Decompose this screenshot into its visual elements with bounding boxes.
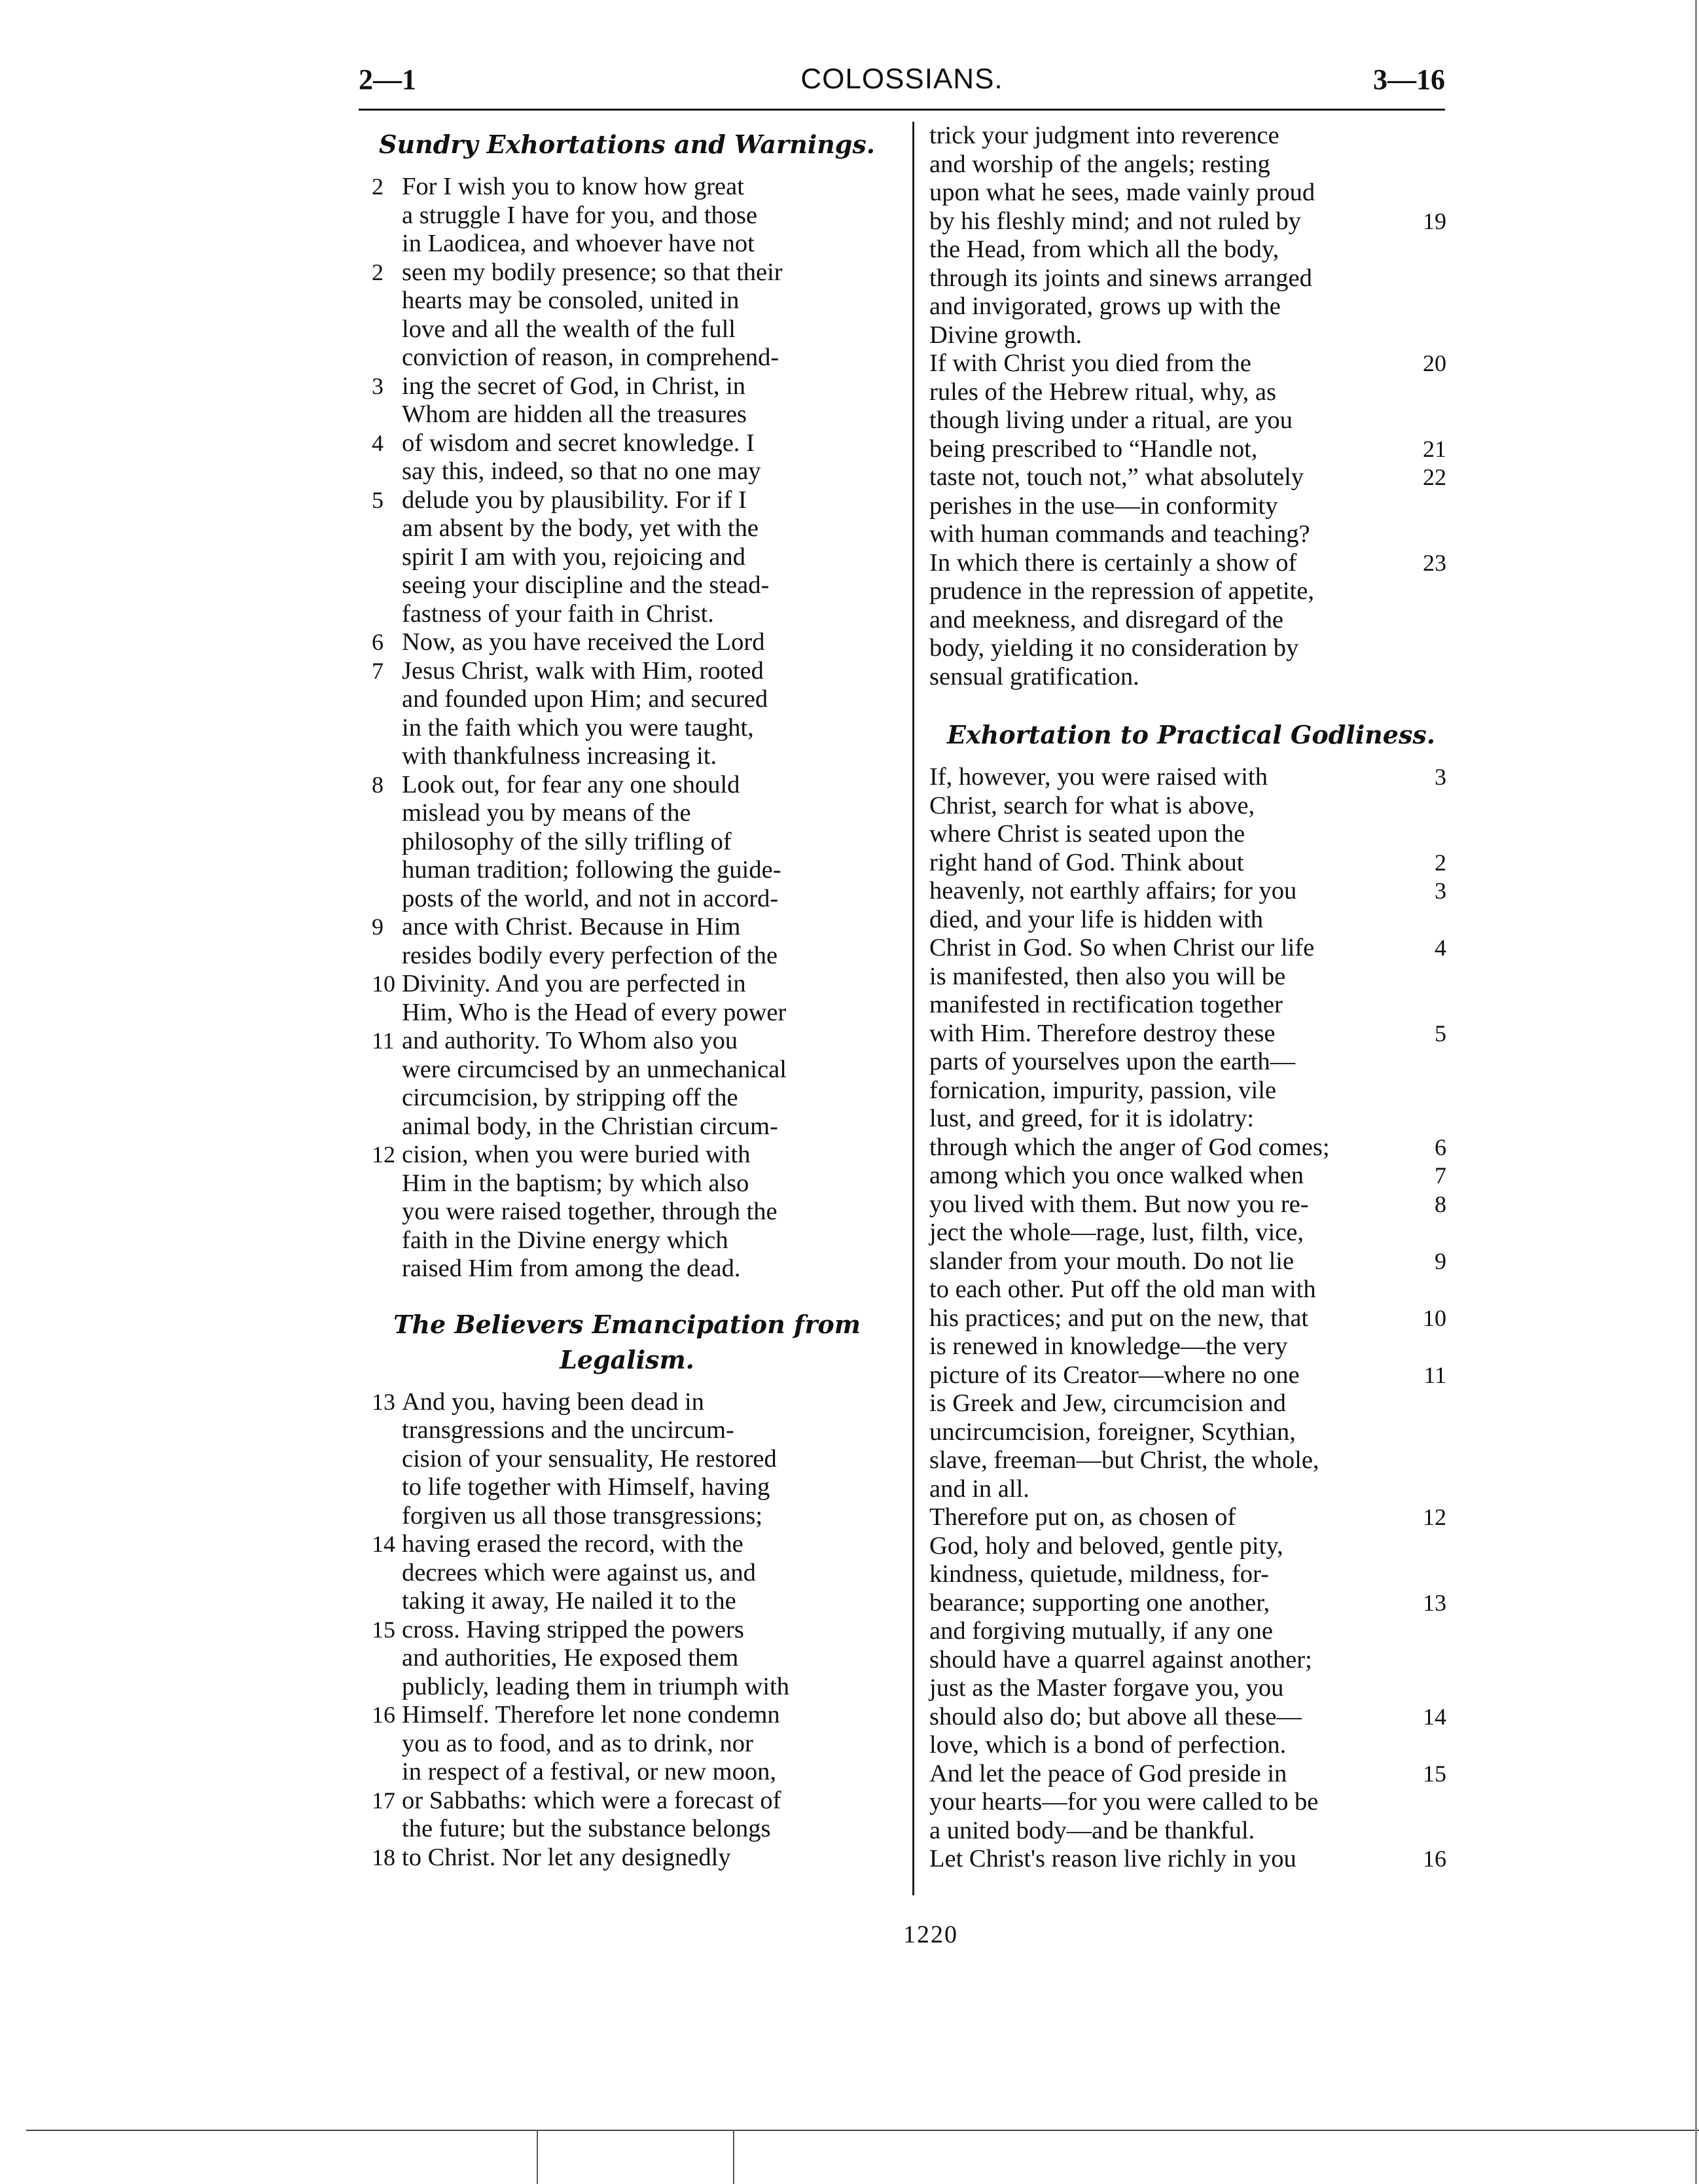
line-text: publicly, leading them in triumph with: [402, 1672, 790, 1700]
text-line: [359, 401, 895, 429]
text-line: [929, 236, 1453, 264]
text-line: [359, 457, 895, 486]
line-text: and invigorated, grows up with the: [929, 293, 1281, 320]
line-text: philosophy of the silly trifling of: [402, 827, 732, 855]
line-text: where Christ is seated upon the: [929, 820, 1245, 848]
verse-number: 2: [372, 173, 384, 200]
text-line: [929, 435, 1453, 464]
text-line: [929, 122, 1453, 151]
text-line: [929, 792, 1453, 821]
text-line: [929, 1333, 1453, 1361]
text-line: [359, 856, 895, 885]
text-line: [359, 913, 895, 942]
text-line: [929, 520, 1453, 549]
verse-number: 9: [372, 914, 384, 940]
verse-number: 6: [372, 629, 384, 655]
line-text: and forgiving mutually, if any one: [929, 1617, 1273, 1645]
text-line: [929, 1475, 1453, 1504]
text-line: [359, 657, 895, 686]
verse-number: 13: [1423, 1589, 1446, 1616]
text-line: [359, 1056, 895, 1084]
text-line: [929, 1190, 1453, 1219]
line-text: cision, when you were buried with: [402, 1141, 751, 1168]
verse-number: 12: [372, 1141, 395, 1168]
line-text: a united body—and be thankful.: [929, 1816, 1255, 1844]
line-text: love and all the wealth of the full: [402, 315, 736, 343]
line-text: And you, having been dead in: [402, 1387, 704, 1416]
text-line: [929, 549, 1453, 578]
line-text: to life together with Himself, having: [402, 1473, 770, 1501]
line-text: by his fleshly mind; and not ruled by: [929, 207, 1301, 235]
text-line: [359, 315, 895, 344]
line-text: and authority. To Whom also you: [402, 1027, 738, 1054]
text-line: [929, 1589, 1453, 1618]
line-text: ing the secret of God, in Christ, in: [402, 372, 746, 400]
verse-number: 18: [372, 1844, 395, 1871]
line-text: should also do; but above all these—: [929, 1702, 1302, 1730]
text-line: [929, 293, 1453, 321]
text-line: [929, 991, 1453, 1020]
text-line: [359, 1388, 895, 1417]
line-text: to each other. Put off the old man with: [929, 1276, 1316, 1303]
line-text: transgressions and the uncircum-: [402, 1416, 734, 1444]
text-line: [359, 628, 895, 657]
page-header: [359, 63, 1445, 102]
line-text: is renewed in knowledge—the very: [929, 1333, 1288, 1360]
verse-number: 4: [372, 429, 384, 456]
verse-number: 7: [1435, 1162, 1446, 1189]
line-text: through which the anger of God comes;: [929, 1133, 1330, 1161]
line-text: cision of your sensuality, He restored: [402, 1444, 777, 1473]
verse-number: 11: [1423, 1361, 1446, 1388]
line-text: of wisdom and secret knowledge. I: [402, 429, 755, 457]
section-heading: Sundry Exhortations and Warnings.: [379, 130, 875, 159]
page-number: 1220: [903, 1921, 958, 1948]
line-text: human tradition; following the guide-: [402, 856, 781, 884]
text-line: [359, 828, 895, 857]
text-line: [359, 259, 895, 287]
line-text: For I wish you to know how great: [402, 173, 744, 200]
line-text: being prescribed to “Handle not,: [929, 435, 1258, 463]
text-line: [929, 1731, 1453, 1760]
line-text: taking it away, He nailed it to the: [402, 1587, 736, 1615]
text-line: [359, 1530, 895, 1559]
text-line: [359, 1787, 895, 1816]
line-text: Look out, for fear any one should: [402, 770, 740, 798]
line-text: though living under a ritual, are you: [929, 406, 1293, 434]
line-text: or Sabbaths: which were a forecast of: [402, 1786, 781, 1814]
line-text: through its joints and sinews arranged: [929, 264, 1312, 292]
text-line: [359, 1198, 895, 1226]
verse-number: 16: [1423, 1846, 1446, 1872]
scan-edge-mark: [537, 2130, 538, 2184]
verse-number: 3: [1435, 878, 1446, 904]
verse-number: 22: [1423, 464, 1446, 490]
verse-number: 14: [1423, 1703, 1446, 1730]
text-line: [929, 321, 1453, 350]
line-text: picture of its Creator—where no one: [929, 1361, 1300, 1389]
line-text: you were raised together, through the: [402, 1198, 778, 1225]
line-text: Him, Who is the Head of every power: [402, 998, 787, 1026]
text-line: [359, 571, 895, 600]
line-text: And let the peace of God preside in: [929, 1759, 1287, 1787]
text-line: [359, 1616, 895, 1645]
text-line: [929, 1760, 1453, 1789]
text-line: [359, 1673, 895, 1702]
line-text: If with Christ you died from the: [929, 349, 1251, 377]
text-line: [929, 1646, 1453, 1675]
text-line: [929, 1532, 1453, 1561]
line-text: to Christ. Nor let any designedly: [402, 1843, 731, 1871]
text-line: [359, 287, 895, 315]
line-text: ance with Christ. Because in Him: [402, 913, 741, 940]
section-heading: Exhortation to Practical Godliness.: [947, 720, 1435, 749]
line-text: trick your judgment into reverence: [929, 122, 1279, 149]
line-text: mislead you by means of the: [402, 799, 691, 827]
text-line: [359, 1416, 895, 1445]
verse-block: [929, 122, 1453, 691]
text-line: [929, 820, 1453, 849]
text-line: [359, 372, 895, 401]
line-text: your hearts—for you were called to be: [929, 1788, 1319, 1816]
line-text: perishes in the use—in conformity: [929, 492, 1278, 520]
line-text: say this, indeed, so that no one may: [402, 457, 761, 485]
text-line: [359, 1815, 895, 1844]
left-column: [359, 122, 895, 1872]
line-text: God, holy and beloved, gentle pity,: [929, 1531, 1283, 1560]
line-text: the future; but the substance belongs: [402, 1815, 771, 1842]
line-text: Christ, search for what is above,: [929, 791, 1255, 819]
text-line: [359, 1701, 895, 1730]
scan-edge: [1695, 0, 1697, 2184]
text-line: [929, 934, 1453, 963]
line-text: If, however, you were raised with: [929, 763, 1268, 791]
text-line: [929, 1134, 1453, 1162]
text-line: [929, 663, 1453, 692]
line-text: in Laodicea, and whoever have not: [402, 230, 755, 257]
text-line: [359, 344, 895, 372]
text-line: [929, 1020, 1453, 1048]
text-line: [359, 742, 895, 771]
line-text: seeing your discipline and the stead-: [402, 571, 770, 599]
line-text: slave, freeman—but Christ, the whole,: [929, 1446, 1319, 1474]
text-line: [929, 849, 1453, 878]
text-line: [359, 1559, 895, 1588]
line-text: cross. Having stripped the powers: [402, 1615, 744, 1643]
verse-number: 4: [1435, 935, 1446, 961]
verse-number: 14: [372, 1531, 395, 1557]
line-text: you lived with them. But now you re-: [929, 1190, 1309, 1218]
line-text: among which you once walked when: [929, 1162, 1304, 1189]
verse-block: [929, 763, 1453, 1874]
verse-number: 13: [372, 1388, 395, 1415]
line-text: and meekness, and disregard of the: [929, 605, 1283, 634]
text-line: [359, 942, 895, 971]
text-line: [359, 1113, 895, 1141]
text-line: [929, 492, 1453, 521]
text-line: [929, 1503, 1453, 1532]
text-line: [359, 1170, 895, 1198]
text-line: [929, 1418, 1453, 1447]
line-text: posts of the world, and not in accord-: [402, 884, 779, 912]
line-text: Himself. Therefore let none condemn: [402, 1701, 780, 1728]
line-text: ject the whole—rage, lust, filth, vice,: [929, 1219, 1304, 1246]
line-text: kindness, quietude, mildness, for-: [929, 1560, 1269, 1588]
line-text: and founded upon Him; and secured: [402, 685, 768, 713]
text-line: [359, 600, 895, 629]
line-text: fornication, impurity, passion, vile: [929, 1076, 1276, 1104]
text-line: [359, 885, 895, 914]
line-text: Jesus Christ, walk with Him, rooted: [402, 656, 764, 685]
line-text: a struggle I have for you, and those: [402, 201, 758, 229]
text-line: [929, 1162, 1453, 1190]
line-text: his practices; and put on the new, that: [929, 1304, 1309, 1332]
text-line: [929, 207, 1453, 236]
text-line: [359, 1027, 895, 1056]
line-text: rules of the Hebrew ritual, why, as: [929, 378, 1276, 406]
text-line: [929, 1105, 1453, 1134]
text-line: [929, 1247, 1453, 1276]
text-line: [359, 799, 895, 828]
line-text: having erased the record, with the: [402, 1530, 743, 1558]
line-text: spirit I am with you, rejoicing and: [402, 543, 745, 571]
line-text: were circumcised by an unmechanical: [402, 1055, 787, 1083]
text-line: [359, 1844, 895, 1872]
line-text: manifested in rectification together: [929, 991, 1283, 1018]
line-text: with Him. Therefore destroy these: [929, 1019, 1276, 1047]
verse-number: 9: [1435, 1247, 1446, 1274]
text-line: [359, 999, 895, 1028]
line-text: Divinity. And you are perfected in: [402, 970, 746, 997]
column-divider: [912, 122, 914, 1895]
text-line: [359, 1226, 895, 1255]
text-line: [359, 1502, 895, 1531]
line-text: Divine growth.: [929, 321, 1082, 349]
text-line: [929, 1389, 1453, 1418]
text-line: [929, 1845, 1453, 1874]
text-line: [359, 514, 895, 543]
verse-number: 7: [372, 657, 384, 684]
line-text: uncircumcision, foreigner, Scythian,: [929, 1418, 1296, 1446]
line-text: just as the Master forgave you, you: [929, 1674, 1284, 1702]
text-line: [359, 685, 895, 714]
text-line: [929, 634, 1453, 663]
text-line: [929, 606, 1453, 635]
line-text: is manifested, then also you will be: [929, 962, 1286, 990]
line-text: In which there is certainly a show of: [929, 548, 1297, 577]
text-line: [929, 151, 1453, 179]
line-text: bearance; supporting one another,: [929, 1588, 1270, 1617]
text-line: [359, 173, 895, 202]
line-text: Therefore put on, as chosen of: [929, 1503, 1236, 1531]
line-text: circumcision, by stripping off the: [402, 1084, 738, 1111]
verse-number: 17: [372, 1787, 395, 1814]
line-text: you as to food, and as to drink, nor: [402, 1729, 753, 1757]
text-line: [929, 1219, 1453, 1247]
line-text: should have a quarrel against another;: [929, 1645, 1312, 1674]
line-text: the Head, from which all the body,: [929, 236, 1279, 263]
verse-number: 15: [372, 1616, 395, 1643]
text-line: [929, 1304, 1453, 1333]
text-line: [359, 714, 895, 743]
line-text: sensual gratification.: [929, 662, 1139, 690]
text-line: [359, 202, 895, 230]
line-text: Christ in God. So when Christ our life: [929, 934, 1315, 961]
verse-number: 19: [1423, 207, 1446, 234]
verse-number: 2: [372, 259, 384, 285]
verse-number: 3: [1435, 764, 1446, 790]
text-line: [359, 1473, 895, 1502]
text-line: [929, 906, 1453, 935]
line-text: body, yielding it no consideration by: [929, 634, 1299, 662]
line-text: hearts may be consoled, united in: [402, 287, 740, 314]
text-line: [929, 1703, 1453, 1732]
line-text: slander from your mouth. Do not lie: [929, 1247, 1295, 1275]
text-line: [929, 1048, 1453, 1077]
bottom-rule: [26, 2130, 1699, 2131]
text-line: [929, 877, 1453, 906]
line-text: resides bodily every perfection of the: [402, 941, 778, 969]
right-column: [929, 122, 1453, 1874]
verse-number: 8: [1435, 1190, 1446, 1217]
text-line: [359, 1084, 895, 1113]
line-text: delude you by plausibility. For if I: [402, 486, 747, 514]
line-text: right hand of God. Think about: [929, 848, 1244, 876]
line-text: forgiven us all those transgressions;: [402, 1501, 763, 1530]
text-line: [929, 1617, 1453, 1646]
text-line: [359, 486, 895, 515]
verse-number: 23: [1423, 549, 1446, 576]
line-text: Him in the baptism; by which also: [402, 1169, 749, 1197]
line-text: heavenly, not earthly affairs; for you: [929, 877, 1297, 904]
text-line: [359, 1644, 895, 1673]
header-chapter-start: 2—1: [359, 63, 416, 96]
text-line: [929, 349, 1453, 378]
text-line: [359, 970, 895, 999]
line-text: taste not, touch not,” what absolutely: [929, 463, 1304, 491]
line-text: and authorities, He exposed them: [402, 1644, 739, 1672]
text-line: [359, 1445, 895, 1474]
text-line: [929, 406, 1453, 435]
verse-number: 6: [1435, 1134, 1446, 1160]
text-line: [359, 771, 895, 800]
text-line: [359, 1758, 895, 1787]
verse-number: 16: [372, 1702, 395, 1728]
line-text: am absent by the body, yet with the: [402, 514, 759, 542]
text-line: [359, 230, 895, 259]
verse-number: 21: [1423, 435, 1446, 462]
line-text: with thankfulness increasing it.: [402, 742, 717, 770]
line-text: Let Christ's reason live richly in you: [929, 1845, 1297, 1872]
text-line: [929, 1077, 1453, 1105]
text-line: [929, 1361, 1453, 1390]
text-line: [359, 429, 895, 458]
line-text: fastness of your faith in Christ.: [402, 600, 714, 628]
verse-number: 5: [1435, 1020, 1446, 1047]
line-text: died, and your life is hidden with: [929, 905, 1264, 933]
text-line: [929, 1674, 1453, 1703]
verse-number: 15: [1423, 1760, 1446, 1787]
verse-number: 12: [1423, 1504, 1446, 1530]
verse-number: 2: [1435, 849, 1446, 876]
verse-number: 8: [372, 771, 384, 798]
header-title: COLOSSIANS.: [800, 63, 1003, 95]
header-rule: [359, 109, 1445, 111]
line-text: faith in the Divine energy which: [402, 1226, 728, 1254]
line-text: in respect of a festival, or new moon,: [402, 1758, 776, 1785]
line-text: decrees which were against us, and: [402, 1558, 756, 1586]
text-line: [929, 577, 1453, 606]
text-line: [359, 1255, 895, 1283]
line-text: parts of yourselves upon the earth—: [929, 1048, 1296, 1075]
line-text: love, which is a bond of perfection.: [929, 1731, 1287, 1759]
text-line: [929, 463, 1453, 492]
line-text: prudence in the repression of appetite,: [929, 577, 1314, 605]
verse-number: 10: [372, 971, 395, 997]
line-text: with human commands and teaching?: [929, 520, 1310, 548]
text-line: [359, 1730, 895, 1759]
line-text: and in all.: [929, 1475, 1029, 1503]
text-line: [929, 378, 1453, 407]
line-text: Now, as you have received the Lord: [402, 628, 765, 656]
line-text: in the faith which you were taught,: [402, 713, 754, 742]
verse-number: 20: [1423, 350, 1446, 376]
line-text: and worship of the angels; resting: [929, 150, 1270, 178]
text-line: [929, 1788, 1453, 1817]
section-heading: The Believers Emancipation from Legalism.: [393, 1309, 861, 1374]
text-line: [929, 1446, 1453, 1475]
line-text: lust, and greed, for it is idolatry:: [929, 1105, 1255, 1132]
verse-number: 5: [372, 486, 384, 513]
line-text: seen my bodily presence; so that their: [402, 258, 783, 286]
text-line: [929, 1276, 1453, 1304]
text-line: [359, 1587, 895, 1616]
text-line: [929, 264, 1453, 293]
verse-number: 11: [372, 1028, 395, 1054]
text-line: [929, 1817, 1453, 1846]
verse-block: [359, 1388, 895, 1872]
line-text: upon what he sees, made vainly proud: [929, 179, 1315, 206]
text-line: [359, 1141, 895, 1170]
scan-edge-mark: [733, 2130, 734, 2184]
text-line: [929, 1560, 1453, 1589]
line-text: Whom are hidden all the treasures: [402, 401, 747, 428]
text-line: [929, 963, 1453, 992]
text-line: [929, 179, 1453, 207]
header-chapter-end: 3—16: [1373, 63, 1445, 96]
verse-number: 10: [1423, 1304, 1446, 1331]
verse-block: [359, 173, 895, 1283]
text-line: [929, 763, 1453, 792]
text-line: [359, 543, 895, 572]
line-text: conviction of reason, in comprehend-: [402, 344, 779, 371]
line-text: animal body, in the Christian circum-: [402, 1112, 778, 1140]
line-text: raised Him from among the dead.: [402, 1255, 741, 1282]
verse-number: 3: [372, 372, 384, 399]
line-text: is Greek and Jew, circumcision and: [929, 1389, 1286, 1417]
